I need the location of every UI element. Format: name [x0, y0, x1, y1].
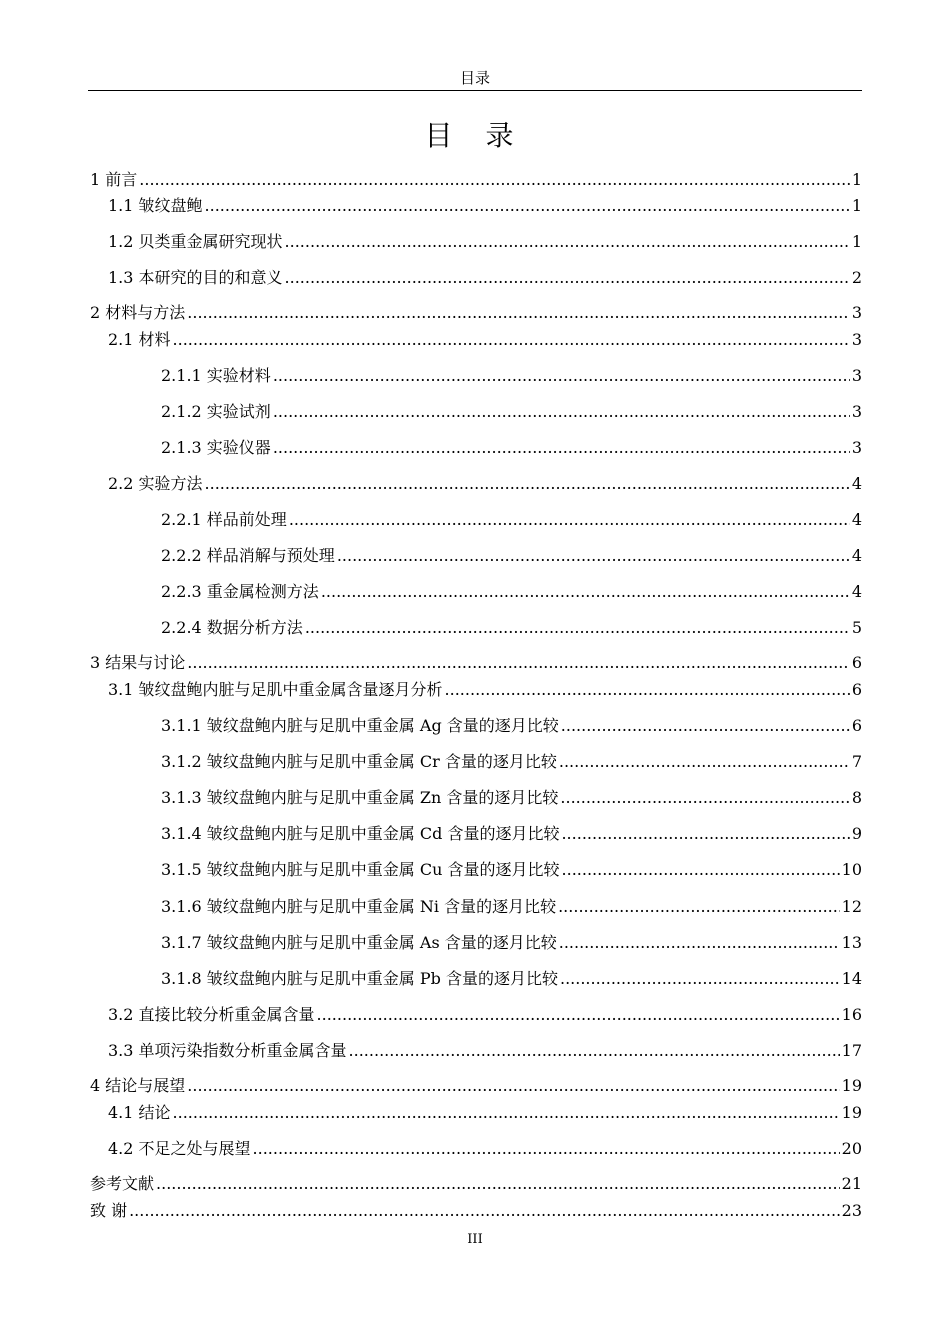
toc-entry-page: 19: [841, 1076, 862, 1095]
toc-entry-page: 1: [851, 170, 862, 189]
toc-entry-text: 1 前言: [90, 170, 138, 189]
toc-entry-page: 4: [851, 582, 862, 601]
toc-entry-text: 4.2 不足之处与展望: [108, 1139, 251, 1158]
dot-leader: [289, 508, 850, 532]
toc-entry[interactable]: [108, 266, 862, 290]
dot-leader: [187, 301, 850, 325]
dot-leader: [173, 1101, 840, 1125]
toc-entry-page: 20: [841, 1139, 862, 1158]
toc-entry-page: 8: [851, 788, 862, 807]
toc-entry-text: 1.3 本研究的目的和意义: [108, 268, 283, 287]
dot-leader: [285, 230, 850, 254]
dot-leader: [273, 436, 850, 460]
toc-entry[interactable]: [108, 328, 862, 352]
toc-entry-text: 2.2.2 样品消解与预处理: [161, 546, 335, 565]
toc-entry-page: 10: [841, 860, 862, 879]
toc-entry-page: 3: [851, 438, 862, 457]
toc-entry-page: 9: [851, 824, 862, 843]
toc-entry[interactable]: [161, 750, 862, 774]
toc-entry-text: 2.1.3 实验仪器: [161, 438, 271, 457]
toc-entry[interactable]: [161, 580, 862, 604]
toc-entry-text: 3.1.8 皱纹盘鲍内脏与足肌中重金属 Pb 含量的逐月比较: [161, 969, 558, 988]
toc-entry-text: 3 结果与讨论: [90, 653, 186, 672]
dot-leader: [445, 678, 850, 702]
toc-entry[interactable]: [161, 822, 862, 846]
dot-leader: [285, 266, 850, 290]
toc-entry[interactable]: [90, 1172, 862, 1196]
toc-entry-text: 致 谢: [90, 1201, 128, 1220]
toc-entry-text: 1.2 贝类重金属研究现状: [108, 232, 283, 251]
toc-entry-page: 4: [851, 546, 862, 565]
toc-entry-text: 2 材料与方法: [90, 303, 186, 322]
toc-entry-page: 4: [851, 510, 862, 529]
toc-entry[interactable]: [161, 508, 862, 532]
toc-entry[interactable]: [90, 1199, 862, 1223]
toc-entry-page: 7: [851, 752, 862, 771]
toc-entry-page: 19: [841, 1103, 862, 1122]
toc-entry[interactable]: [161, 436, 862, 460]
toc-entry[interactable]: [108, 194, 862, 218]
toc-entry-page: 4: [851, 474, 862, 493]
toc-entry-page: 23: [841, 1201, 862, 1220]
toc-entry[interactable]: [161, 895, 862, 919]
running-header: 目录: [88, 66, 862, 91]
toc-entry-page: 3: [851, 402, 862, 421]
toc-entry-page: 1: [851, 196, 862, 215]
toc-entry[interactable]: [161, 364, 862, 388]
dot-leader: [173, 328, 850, 352]
dot-leader: [253, 1137, 840, 1161]
toc-entry-page: 2: [851, 268, 862, 287]
toc-entry-text: 3.2 直接比较分析重金属含量: [108, 1005, 315, 1024]
toc-entry[interactable]: [108, 1101, 862, 1125]
dot-leader: [560, 786, 849, 810]
toc-entry-page: 3: [851, 330, 862, 349]
dot-leader: [273, 400, 850, 424]
toc-entry-text: 3.3 单项污染指数分析重金属含量: [108, 1041, 347, 1060]
dot-leader: [129, 1199, 840, 1223]
toc-entry[interactable]: [108, 1137, 862, 1161]
toc-entry[interactable]: [161, 967, 862, 991]
toc-entry-page: 17: [841, 1041, 862, 1060]
page-title: 目 录: [424, 119, 526, 152]
toc-entry[interactable]: [161, 616, 862, 640]
toc-entry-page: 5: [851, 618, 862, 637]
toc-entry[interactable]: [108, 1039, 862, 1063]
dot-leader: [317, 1003, 840, 1027]
dot-leader: [205, 472, 850, 496]
dot-leader: [561, 714, 850, 738]
toc-entry-page: 16: [841, 1005, 862, 1024]
toc-entry-page: 12: [841, 897, 862, 916]
toc-entry-text: 3.1 皱纹盘鲍内脏与足肌中重金属含量逐月分析: [108, 680, 443, 699]
toc-entry-text: 2.2.3 重金属检测方法: [161, 582, 319, 601]
toc-entry-page: 3: [851, 366, 862, 385]
dot-leader: [559, 750, 850, 774]
toc-entry[interactable]: [90, 1074, 862, 1098]
toc-entry[interactable]: [108, 472, 862, 496]
toc-entry[interactable]: [161, 714, 862, 738]
toc-entry-text: 2.2.1 样品前处理: [161, 510, 287, 529]
dot-leader: [561, 822, 849, 846]
toc-entry-text: 4 结论与展望: [90, 1076, 186, 1095]
dot-leader: [562, 858, 840, 882]
toc-entry[interactable]: [161, 544, 862, 568]
toc-entry[interactable]: [161, 858, 862, 882]
toc-entry-text: 2.2 实验方法: [108, 474, 203, 493]
toc-entry[interactable]: [90, 168, 862, 192]
toc-entry-text: 3.1.2 皱纹盘鲍内脏与足肌中重金属 Cr 含量的逐月比较: [161, 752, 557, 771]
toc-entry[interactable]: [108, 1003, 862, 1027]
toc-entry-text: 2.2.4 数据分析方法: [161, 618, 303, 637]
dot-leader: [156, 1172, 840, 1196]
toc-entry-text: 3.1.7 皱纹盘鲍内脏与足肌中重金属 As 含量的逐月比较: [161, 933, 557, 952]
toc-entry-page: 1: [851, 232, 862, 251]
toc-entry-text: 3.1.3 皱纹盘鲍内脏与足肌中重金属 Zn 含量的逐月比较: [161, 788, 559, 807]
dot-leader: [559, 931, 840, 955]
dot-leader: [558, 895, 840, 919]
dot-leader: [273, 364, 850, 388]
toc-entry-text: 3.1.4 皱纹盘鲍内脏与足肌中重金属 Cd 含量的逐月比较: [161, 824, 560, 843]
dot-leader: [349, 1039, 840, 1063]
toc-entry[interactable]: [161, 400, 862, 424]
toc-entry-page: 3: [851, 303, 862, 322]
toc-entry[interactable]: [161, 786, 862, 810]
toc-entry-text: 参考文献: [90, 1174, 155, 1193]
toc-entry-page: 6: [851, 716, 862, 735]
toc-entry-page: 6: [851, 653, 862, 672]
dot-leader: [187, 651, 850, 675]
toc-entry-text: 4.1 结论: [108, 1103, 171, 1122]
toc-entry-text: 3.1.5 皱纹盘鲍内脏与足肌中重金属 Cu 含量的逐月比较: [161, 860, 560, 879]
toc-entry[interactable]: [108, 230, 862, 254]
dot-leader: [337, 544, 850, 568]
dot-leader: [321, 580, 850, 604]
page-number: III: [467, 1232, 483, 1247]
dot-leader: [560, 967, 840, 991]
toc-entry-text: 2.1 材料: [108, 330, 171, 349]
toc-entry-text: 1.1 皱纹盘鲍: [108, 196, 203, 215]
toc-entry-text: 2.1.1 实验材料: [161, 366, 271, 385]
toc-entry-page: 6: [851, 680, 862, 699]
dot-leader: [187, 1074, 839, 1098]
dot-leader: [305, 616, 850, 640]
toc-entry[interactable]: [108, 678, 862, 702]
toc-entry-text: 3.1.1 皱纹盘鲍内脏与足肌中重金属 Ag 含量的逐月比较: [161, 716, 559, 735]
dot-leader: [205, 194, 850, 218]
toc-entry-page: 14: [841, 969, 862, 988]
toc-entry[interactable]: [90, 301, 862, 325]
toc-entry[interactable]: [161, 931, 862, 955]
toc-entry[interactable]: [90, 651, 862, 675]
dot-leader: [139, 168, 850, 192]
toc-entry-page: 13: [841, 933, 862, 952]
toc-entry-text: 3.1.6 皱纹盘鲍内脏与足肌中重金属 Ni 含量的逐月比较: [161, 897, 557, 916]
toc-entry-text: 2.1.2 实验试剂: [161, 402, 271, 421]
toc-entry-page: 21: [841, 1174, 862, 1193]
